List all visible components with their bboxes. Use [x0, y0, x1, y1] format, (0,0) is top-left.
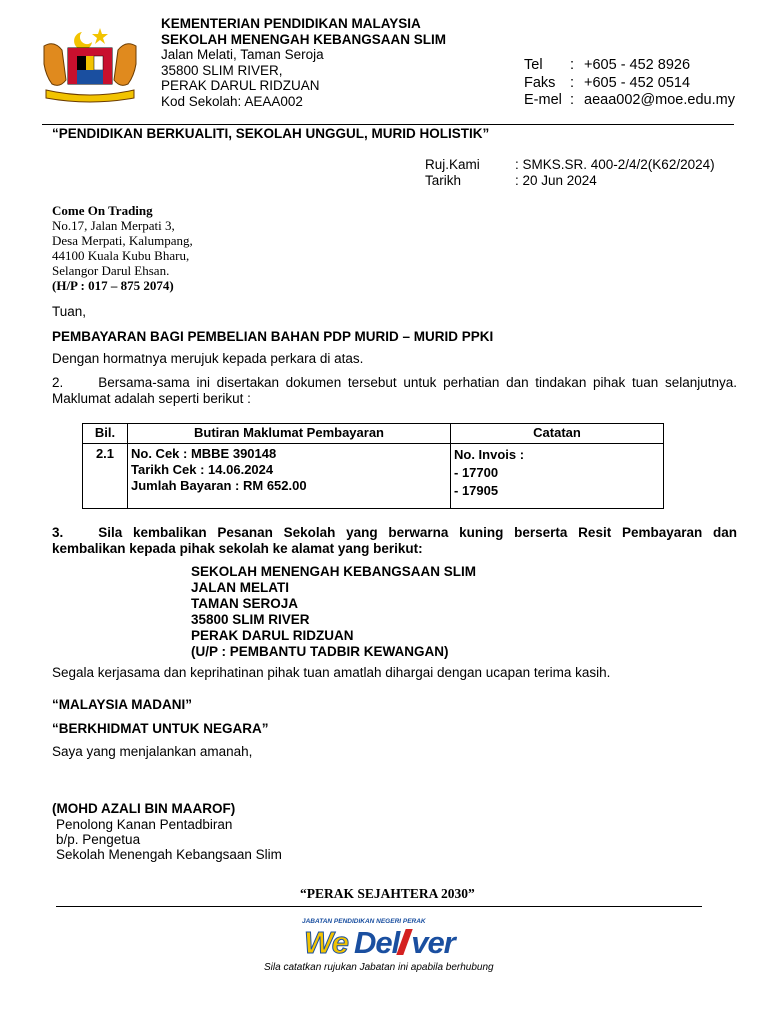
- recipient-address-line: Desa Merpati, Kalumpang,: [52, 233, 193, 248]
- table-row: [83, 444, 664, 509]
- malaysia-coat-of-arms-icon: [38, 26, 142, 104]
- recipient-address-line: 44100 Kuala Kubu Bharu,: [52, 248, 190, 263]
- contact-separator: :: [570, 57, 575, 73]
- return-address-line: PERAK DARUL RIDZUAN: [191, 628, 354, 643]
- recipient-address-line: Selangor Darul Ehsan.: [52, 263, 170, 278]
- contact-value: +605 - 452 0514: [584, 74, 691, 91]
- table-cell-bil: 2.1: [83, 444, 128, 509]
- signatory-title: Penolong Kanan Pentadbiran: [56, 817, 233, 832]
- school-slogan: “PENDIDIKAN BERKUALITI, SEKOLAH UNGGUL, MURID HOLISTIK”: [52, 126, 490, 141]
- table-cell-notes: [451, 444, 664, 509]
- detail-line: Jumlah Bayaran : RM 652.00: [131, 478, 307, 493]
- we-deliver-logo: [300, 918, 490, 964]
- logo-tagline: Sila catatkan rujukan Jabatan ini apabila berhubung: [264, 962, 494, 973]
- return-address-line: (U/P : PEMBANTU TADBIR KEWANGAN): [191, 644, 449, 659]
- recipient-address-line: No.17, Jalan Merpati 3,: [52, 218, 175, 233]
- return-address-line: TAMAN SEROJA: [191, 596, 299, 611]
- reference-label: Ruj.Kami: [425, 157, 480, 172]
- paragraph-number: 3.: [52, 525, 64, 540]
- contact-separator: :: [570, 92, 575, 108]
- return-address-line: 35800 SLIM RIVER: [191, 612, 310, 627]
- contact-value: aeaa002@moe.edu.my: [584, 92, 735, 108]
- school-address-line: Jalan Melati, Taman Seroja: [161, 47, 324, 62]
- note-line: - 17905: [454, 483, 499, 498]
- logo-word-we: We: [304, 925, 348, 960]
- contact-label: Faks: [524, 74, 556, 91]
- reference-value: : SMKS.SR. 400-2/4/2(K62/2024): [515, 157, 715, 172]
- payment-table: [82, 423, 664, 509]
- motto-malaysia-madani: “MALAYSIA MADANI”: [52, 697, 193, 712]
- detail-line: Tarikh Cek : 14.06.2024: [131, 462, 274, 477]
- table-header: Butiran Maklumat Pembayaran: [128, 424, 451, 444]
- salutation: Tuan,: [52, 304, 87, 319]
- reference-block: [425, 157, 715, 188]
- ministry-name: KEMENTERIAN PENDIDIKAN MALAYSIA: [161, 16, 421, 31]
- contact-row-fax: [524, 75, 754, 93]
- note-line: No. Invois :: [454, 447, 525, 462]
- recipient-address: [52, 203, 193, 293]
- closing-paragraph: Segala kerjasama dan keprihatinan pihak tuan amatlah dihargai dengan ucapan terima kasih.: [52, 665, 611, 680]
- reference-label: Tarikh: [425, 172, 462, 188]
- sign-off: Saya yang menjalankan amanah,: [52, 744, 253, 759]
- contact-row-tel: [524, 57, 754, 75]
- reference-value: : 20 Jun 2024: [515, 172, 597, 188]
- signatory-title: Sekolah Menengah Kebangsaan Slim: [56, 847, 282, 862]
- school-address-line: PERAK DARUL RIDZUAN: [161, 78, 320, 93]
- paragraph-text: Sila kembalikan Pesanan Sekolah yang berwarna kuning berserta Resit Pembayaran dan kembalikan kepada pihak sekolah ke alamat yang berikut:: [52, 525, 737, 556]
- table-header: Bil.: [83, 424, 128, 444]
- return-address: [191, 564, 476, 660]
- footer-slogan: “PERAK SEJAHTERA 2030”: [300, 886, 475, 901]
- paragraph-number: 2.: [52, 375, 64, 390]
- reference-row: [425, 157, 715, 173]
- recipient-name: Come On Trading: [52, 203, 153, 218]
- reference-row: [425, 173, 715, 189]
- table-header: Catatan: [451, 424, 664, 444]
- letter-subject: PEMBAYARAN BAGI PEMBELIAN BAHAN PDP MURID – MURID PPKI: [52, 329, 494, 344]
- signatory-name: (MOHD AZALI BIN MAAROF): [52, 801, 236, 816]
- paragraph-2: [52, 375, 737, 406]
- school-name: SEKOLAH MENENGAH KEBANGSAAN SLIM: [161, 31, 447, 47]
- contact-row-email: [524, 92, 754, 110]
- school-address-line: 35800 SLIM RIVER,: [161, 62, 283, 78]
- logo-department-text: JABATAN PENDIDIKAN NEGERI PERAK: [302, 918, 426, 925]
- detail-line: No. Cek : MBBE 390148: [131, 446, 277, 461]
- paragraph-3: [52, 525, 737, 556]
- logo-wordmark: [304, 926, 455, 960]
- signatory-title: b/p. Pengetua: [56, 832, 141, 847]
- note-line: - 17700: [454, 465, 499, 480]
- logo-word-ver: ver: [411, 925, 455, 960]
- table-header-row: [83, 424, 664, 444]
- school-code: Kod Sekolah: AEAA002: [161, 93, 303, 109]
- paragraph-text: Bersama-sama ini disertakan dokumen tersebut untuk perhatian dan tindakan pihak tuan selanjutnya. Maklumat adalah seperti berikut :: [52, 375, 737, 406]
- return-address-line: SEKOLAH MENENGAH KEBANGSAAN SLIM: [191, 564, 477, 579]
- recipient-phone: (H/P : 017 – 875 2074): [52, 278, 174, 293]
- table-cell-details: [128, 444, 451, 509]
- header-divider: [42, 124, 734, 125]
- contact-label: Tel: [524, 57, 543, 73]
- contact-block: [524, 57, 754, 110]
- contact-value: +605 - 452 8926: [584, 57, 691, 73]
- motto-berkhidmat: “BERKHIDMAT UNTUK NEGARA”: [52, 721, 269, 736]
- return-address-line: JALAN MELATI: [191, 580, 289, 595]
- footer-divider: [56, 906, 702, 907]
- contact-separator: :: [570, 74, 575, 91]
- intro-paragraph: Dengan hormatnya merujuk kepada perkara di atas.: [52, 351, 364, 366]
- logo-word-del: Del: [353, 925, 400, 960]
- contact-label: E-mel: [524, 92, 562, 108]
